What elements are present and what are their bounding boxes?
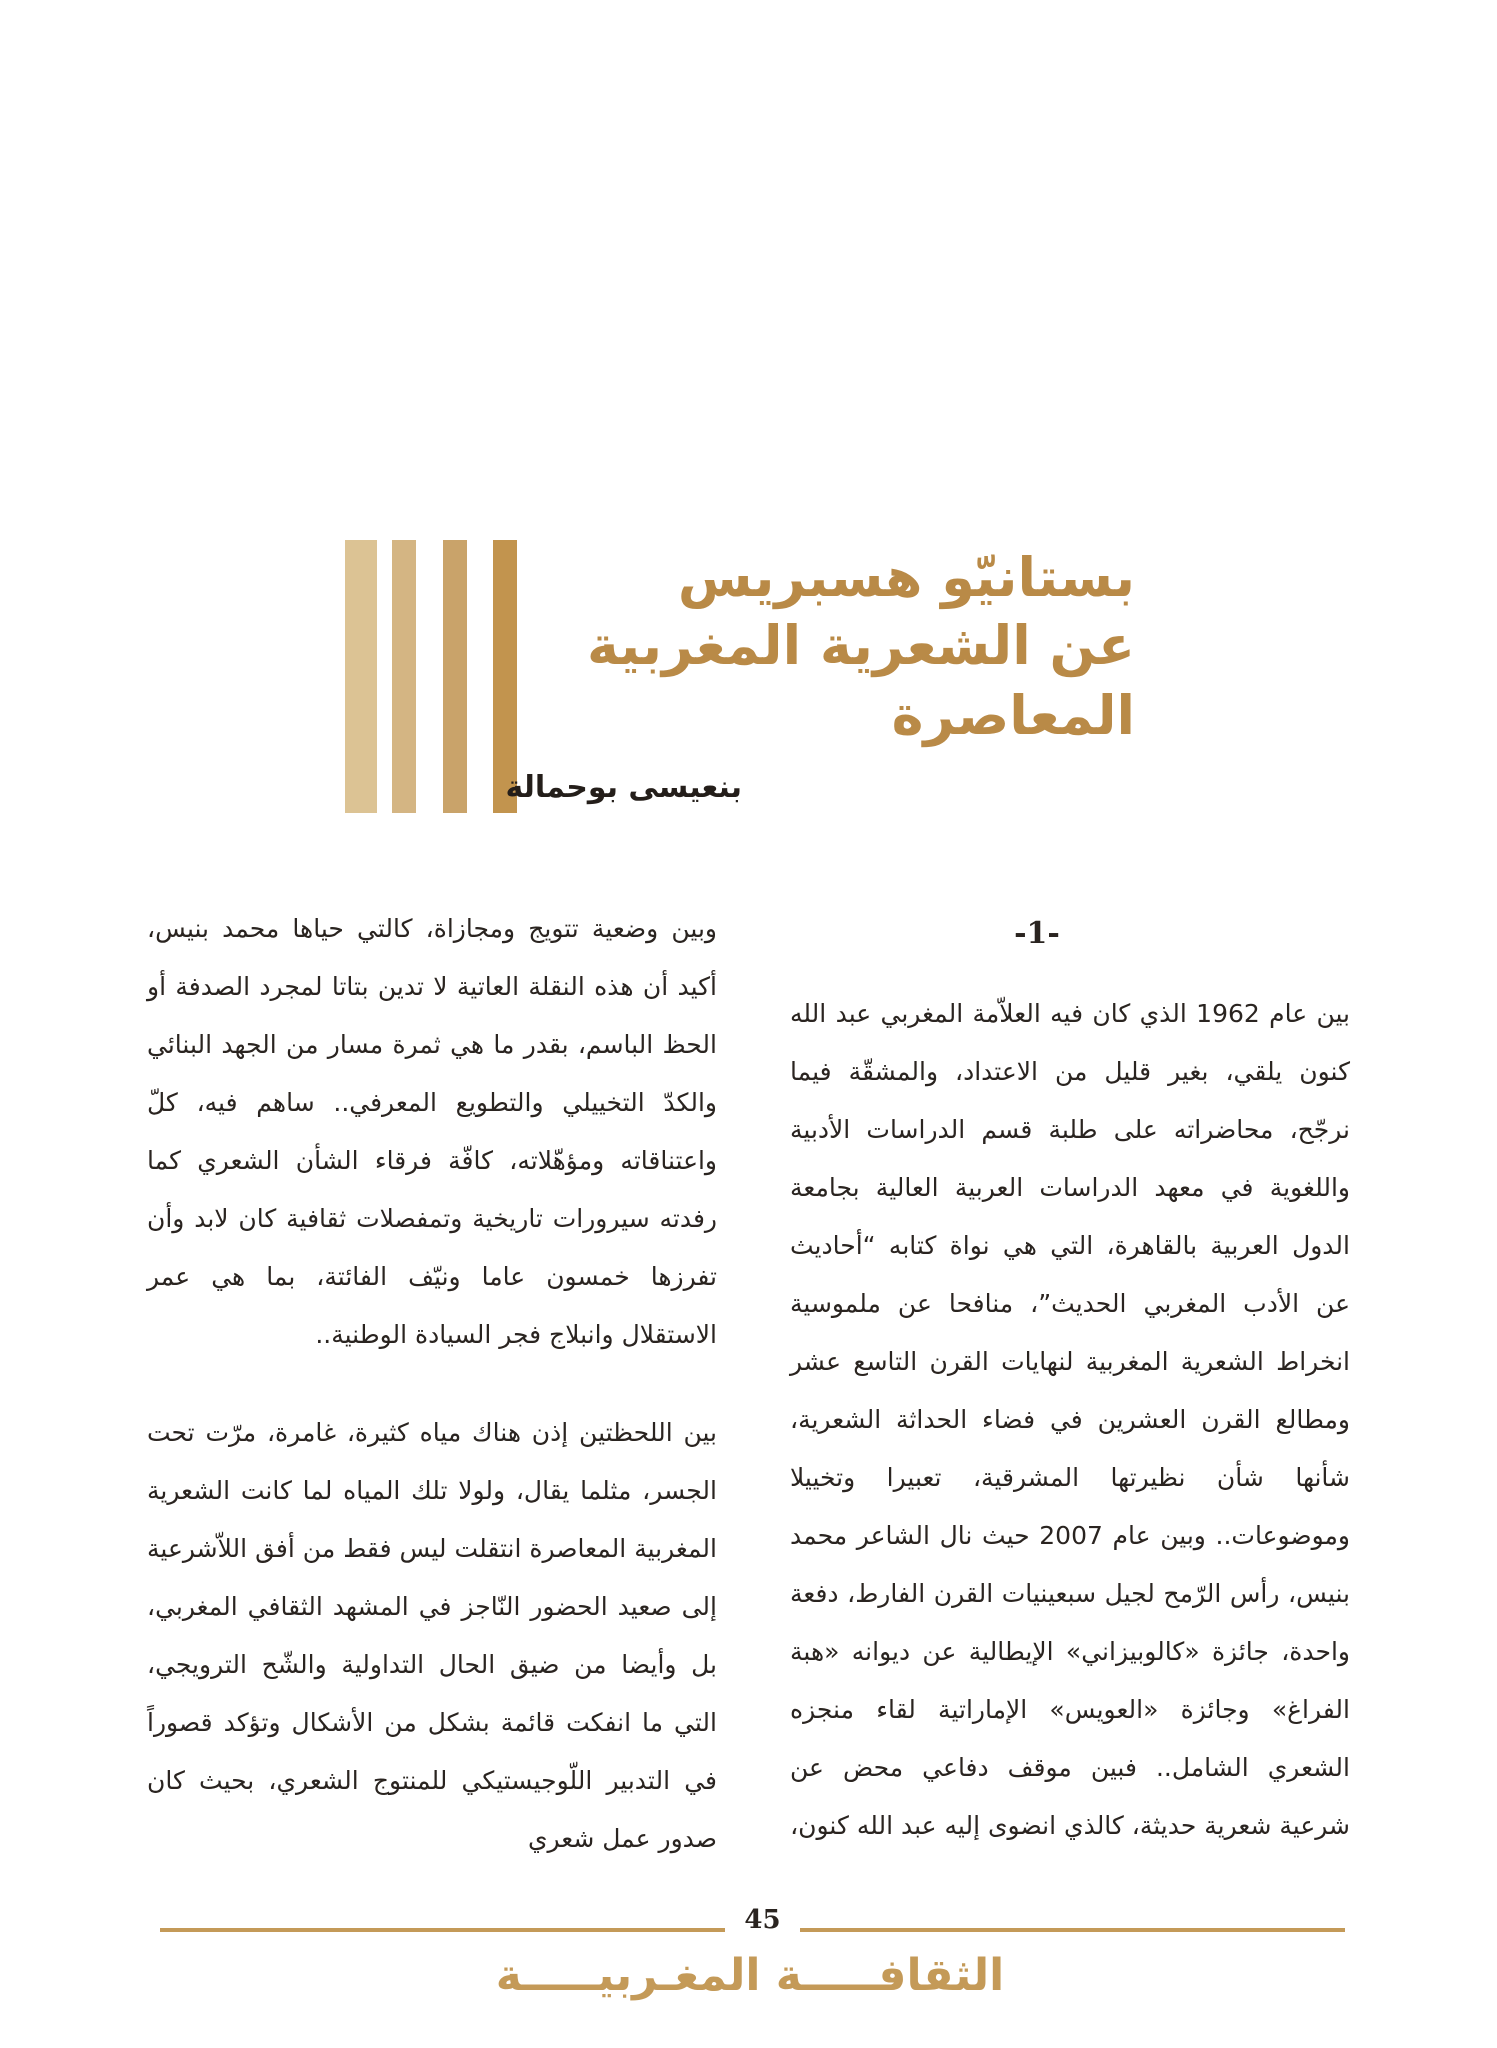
text-column-right [790,985,1350,1855]
page-number: 45 [744,1905,781,1935]
paragraph: بين اللحظتين إذن هناك مياه كثيرة، غامرة، مرّت تحت الجسر، مثلما يقال، ولولا تلك المياه لما كانت الشعرية المغربية المعاصرة انتقلت ليس فقط من أفق اللاّشرعية إلى صعيد الحضور النّاجز في المشهد الثقافي المغربي، بل وأيضا من ضيق الحال التداولية والشّح الترويجي، التي ما انفكت قائمة بشكل من الأشكال وتؤكد قصوراً في التدبير اللّوجيستيكي للمنتوج الشعري، بحيث كان صدور عمل شعري [147,1418,717,1853]
article-title [515,545,1135,751]
text-column-left [147,900,717,1868]
article-title-line2: عن الشعرية المغربية المعاصرة [586,614,1135,747]
magazine-masthead: الثقافـــــة المغـربيـــــة [495,1950,1005,2001]
article-author: بنعيسى بوحمالة [505,770,742,805]
footer-rule-right [800,1928,1345,1932]
paragraph: بين عام 1962 الذي كان فيه العلاّمة المغربي عبد الله كنون يلقي، بغير قليل من الاعتداد، والمشقّة فيما نرجّح، محاضراته على طلبة قسم الدراسات الأدبية واللغوية في معهد الدراسات العربية العالية بجامعة الدول العربية بالقاهرة، التي هي نواة كتابه “أحاديث عن الأدب المغربي الحديث”، منافحا عن ملموسية انخراط الشعرية المغربية لنهايات القرن التاسع عشر ومطالع القرن العشرين في فضاء الحداثة الشعرية، شأنها شأن نظيرتها المشرقية، تعبيرا وتخييلا وموضوعات.. وبين عام 2007 حيث نال الشاعر محمد بنيس، رأس الرّمح لجيل سبعينيات القرن الفارط، دفعة واحدة، جائزة «كالوبيزاني» الإيطالية عن ديوانه «هبة الفراغ» وجائزة «العويس» الإماراتية لقاء منجزه الشعري الشامل.. فبين موقف دفاعي محض عن شرعية شعرية حديثة، كالذي انضوى إليه عبد الله كنون، [790,999,1350,1840]
article-title-line1: بستانيّو هسبريس [677,546,1135,609]
paragraph: وبين وضعية تتويج ومجازاة، كالتي حياها محمد بنيس، أكيد أن هذه النقلة العاتية لا تدين بتاتا لمجرد الصدفة أو الحظ الباسم، بقدر ما هي ثمرة مسار من الجهد البنائي والكدّ التخييلي والتطويع المعرفي.. ساهم فيه، كلّ واعتناقاته ومؤهّلاته، كافّة فرقاء الشأن الشعري كما رفدته سيرورات تاريخية وتمفصلات ثقافية كان لابد وأن تفرزها خمسون عاما ونيّف الفائتة، بما هي عمر الاستقلال وانبلاج فجر السيادة الوطنية.. [147,914,717,1349]
section-number: -1- [1014,916,1060,951]
footer-rule-left [160,1928,725,1932]
